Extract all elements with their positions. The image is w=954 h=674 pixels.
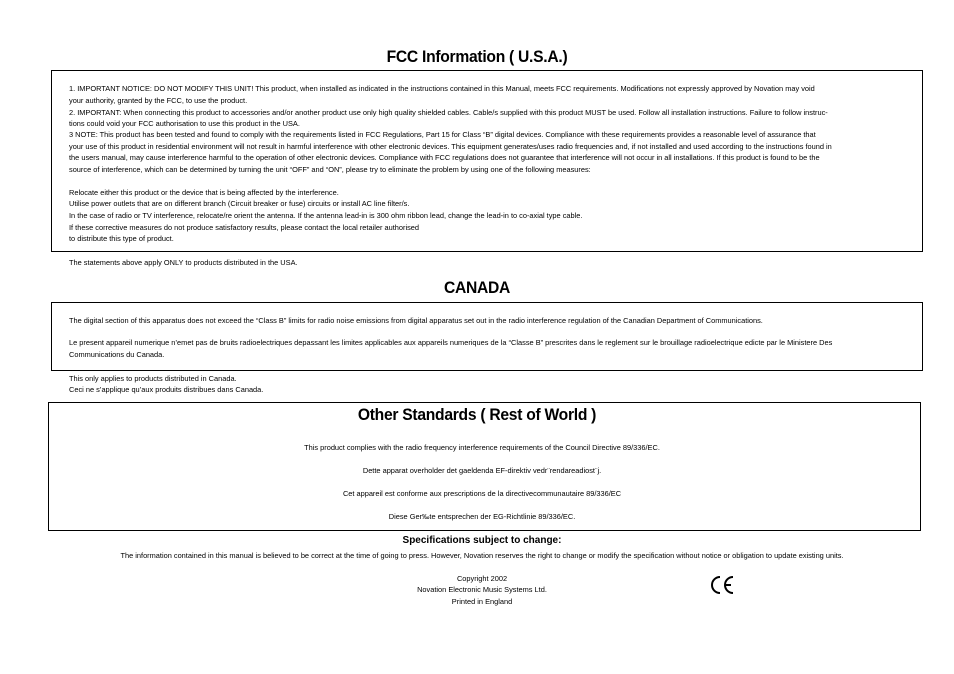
fcc-title: FCC Information ( U.S.A.) [386,47,568,66]
fcc-notice-line: 1. IMPORTANT NOTICE: DO NOT MODIFY THIS UNIT! This product, when installed as indicated in the instructions contained in this Manual, meets FCC requirements. Modifications not expressly approved by Novation may void [69,84,815,93]
copyright-line: Copyright 2002 [456,574,508,583]
other-standards-line: Diese Ger‰te entsprechen der EG-Richtlinie 89/336/EC. [388,512,576,521]
copyright-line: Printed in England [451,597,513,606]
fcc-measure-line: to distribute this type of product. [69,234,174,243]
fcc-notice-line: your use of this product in residential environment will not result in harmful interference with other electronic devices. This equipment generates/uses radio frequencies and, if not installed and used according to the instructions found in [69,142,832,151]
copyright-line: Novation Electronic Music Systems Ltd. [417,585,547,594]
ce-mark-icon [709,574,737,596]
fcc-notice-line: 2. IMPORTANT: When connecting this product to accessories and/or another product use only high quality shielded cables. Cable/s supplied with this product MUST be used. Follow all installation instructions. Failure to follow instruc- [69,108,828,117]
fcc-measure-line: In the case of radio or TV interference, relocate/re orient the antenna. If the antenna lead-in is 300 ohm ribbon lead, change the lead-in to co-axial type cable. [69,211,583,220]
fcc-footnote: The statements above apply ONLY to products distributed in the USA. [69,258,298,267]
canada-footnote: This only applies to products distributed in Canada. [69,374,237,383]
fcc-notice-line: the users manual, may cause interference harmful to the operation of other electronic devices. Compliance with FCC regulations does not guarantee that interference will not occur in all installations. If this product is found to be the [69,153,820,162]
fcc-measure-line: Relocate either this product or the device that is being affected by the interference. [69,188,339,197]
fcc-notice-line: tions could void your FCC authorisation to use this product in the USA. [69,119,300,128]
fcc-notice-line: source of interference, which can be determined by turning the unit “OFF” and “ON”, please try to eliminate the problem by using one of the following measures: [69,165,591,174]
canada-french-line: Le present appareil numerique n’emet pas de bruits radioelectriques depassant les limites applicables aux appareils numeriques de la “Classe B” prescrites dans le reglement sur le brouillage radioelectrique edicte par le Ministere Des [69,338,833,347]
other-standards-title: Other Standards ( Rest of World ) [357,405,597,424]
canada-footnote: Ceci ne s’applique qu’aux produits distribues dans Canada. [69,385,264,394]
fcc-measure-line: If these corrective measures do not produce satisfactory results, please contact the local retailer authorised [69,223,420,232]
canada-french-line: Communications du Canada. [69,350,165,359]
specs-text: The information contained in this manual is believed to be correct at the time of going to press. However, Novation reserves the right to change or modify the specification without notice or obligation to update existing units. [120,551,844,560]
other-standards-line: Dette apparat overholder det gaeldenda EF-direktiv vedr¨rendareadiost¨j. [362,466,602,475]
other-standards-line: Cet appareil est conforme aux prescriptions de la directivecommunautaire 89/336/EC [342,489,622,498]
fcc-notice-line: 3 NOTE: This product has been tested and found to comply with the requirements listed in FCC Regulations, Part 15 for Class “B” digital devices. Compliance with these requirements provides a reasonable level of assurance that [69,130,816,139]
specs-title: Specifications subject to change: [402,535,562,546]
fcc-measure-line: Utilise power outlets that are on different branch (Circuit breaker or fuse) circuits or install AC line filter/s. [69,199,410,208]
other-standards-line: This product complies with the radio frequency interference requirements of the Council Directive 89/336/EC. [304,443,660,452]
fcc-notice-line: your authority, granted by the FCC, to use the product. [69,96,248,105]
canada-english-text: The digital section of this apparatus does not exceed the “Class B” limits for radio noise emissions from digital apparatus set out in the radio interference regulation of the Canadian Department of Communications. [69,316,763,325]
canada-title: CANADA [443,278,511,297]
